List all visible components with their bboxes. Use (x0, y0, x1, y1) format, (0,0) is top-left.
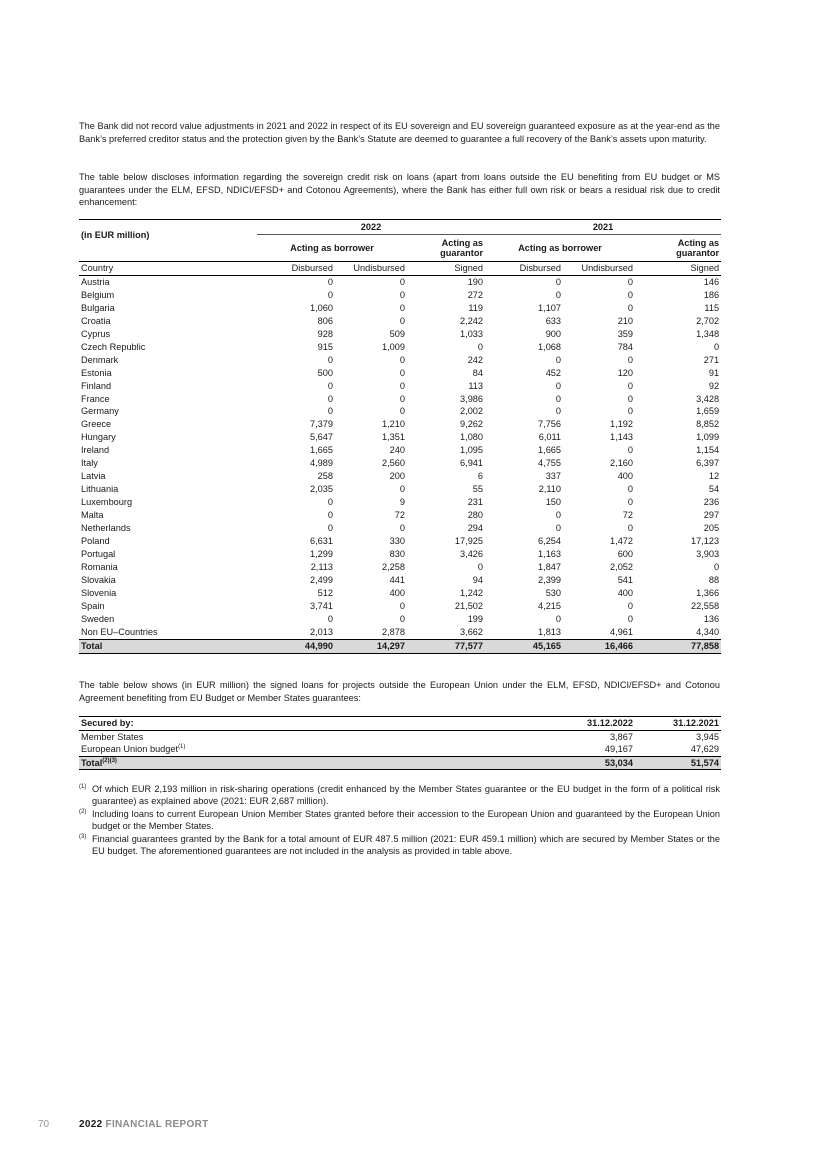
value-cell: 928 (317, 328, 333, 339)
sovereign-table-intro: The table below discloses information regarding the sovereign credit risk on loans (apart from loans outside the EU benefiting from EU budget or MS guarantees under the ELM, EFSD, NDICI/EFSD+ and Cotonou Agreements), where the Bank has either full own risk or bears a residual risk due to credit enhancement: (79, 172, 720, 208)
value-cell: 4,989 (310, 458, 333, 469)
table-row (79, 457, 721, 470)
country-cell: Sweden (81, 613, 115, 624)
value-cell: 2,258 (382, 561, 405, 572)
country-cell: Slovenia (81, 587, 117, 598)
value-cell: 88 (708, 574, 720, 585)
value-cell: 330 (389, 536, 405, 547)
value-cell: 3,741 (310, 600, 333, 611)
secured-col-2021: 31.12.2021 (635, 717, 721, 731)
value-cell: 2,878 (382, 626, 405, 637)
value-cell: 0 (399, 367, 405, 378)
value-cell: 2,110 (538, 484, 562, 495)
value-cell: 0 (399, 302, 405, 313)
country-cell: Croatia (81, 315, 111, 326)
country-cell: Austria (81, 276, 110, 287)
country-cell: Denmark (81, 354, 119, 365)
secured-row-label: Member States (81, 731, 144, 742)
col-disbursed-2022: Disbursed (257, 262, 335, 276)
col-signed-2022: Signed (407, 262, 485, 276)
sovereign-credit-risk-table (79, 219, 721, 654)
value-cell: 2,013 (310, 626, 333, 637)
value-cell: 17,925 (454, 536, 484, 547)
value-cell: 272 (467, 289, 484, 300)
country-cell: Estonia (81, 367, 112, 378)
value-cell: 9,262 (460, 419, 484, 430)
table-row (79, 613, 721, 626)
footnote-2 (79, 808, 720, 833)
value-cell: 1,192 (610, 419, 634, 430)
table-row (79, 522, 721, 535)
value-cell: 0 (477, 341, 484, 352)
sovereign-table-body (79, 275, 721, 639)
borrower-group-2021: Acting as borrower (485, 235, 635, 262)
total-undisbursed-2021: 16,466 (563, 639, 635, 653)
table-row (79, 302, 721, 315)
value-cell: 0 (555, 510, 562, 521)
table-row (79, 483, 721, 496)
country-cell: Slovakia (81, 574, 116, 585)
value-cell: 784 (617, 341, 634, 352)
column-header-row (79, 262, 721, 276)
table-row (79, 289, 721, 302)
secured-value-2021: 3,945 (696, 731, 719, 742)
value-cell: 0 (713, 341, 720, 352)
value-cell: 0 (477, 561, 484, 572)
value-cell: 0 (627, 380, 634, 391)
value-cell: 271 (703, 354, 720, 365)
value-cell: 1,068 (538, 341, 562, 352)
col-country: Country (79, 262, 257, 276)
value-cell: 0 (627, 406, 634, 417)
value-cell: 1,143 (610, 432, 634, 443)
value-cell: 0 (327, 380, 333, 391)
value-cell: 500 (317, 367, 333, 378)
value-cell: 6,254 (538, 536, 562, 547)
report-year: 2022 (79, 1119, 103, 1130)
value-cell: 400 (389, 587, 405, 598)
value-cell: 3,426 (460, 548, 484, 559)
value-cell: 1,095 (460, 445, 484, 456)
value-cell: 1,366 (696, 587, 720, 598)
value-cell: 3,662 (460, 626, 484, 637)
value-cell: 0 (627, 523, 634, 534)
value-cell: 0 (627, 393, 634, 404)
unit-label-text: (in EUR million) (81, 229, 150, 240)
table-row (79, 470, 721, 483)
value-cell: 0 (399, 289, 405, 300)
country-cell: Poland (81, 536, 110, 547)
value-cell: 6 (477, 471, 484, 482)
value-cell: 1,665 (310, 445, 333, 456)
secured-row-eu-budget (79, 743, 721, 756)
value-cell: 1,847 (538, 561, 562, 572)
value-cell: 0 (327, 393, 333, 404)
value-cell: 0 (399, 600, 405, 611)
table-row (79, 587, 721, 600)
country-cell: Spain (81, 600, 105, 611)
value-cell: 0 (399, 613, 405, 624)
country-cell: Luxembourg (81, 497, 133, 508)
country-cell: Malta (81, 510, 104, 521)
total-undisbursed-2022: 14,297 (335, 639, 407, 653)
value-cell: 4,340 (696, 626, 720, 637)
footnote-1 (79, 783, 720, 808)
value-cell: 900 (545, 328, 562, 339)
secured-row-label: European Union budget (81, 744, 179, 755)
country-cell: Greece (81, 419, 112, 430)
total-label: Total (79, 639, 257, 653)
country-cell: France (81, 393, 110, 404)
value-cell: 205 (703, 523, 720, 534)
secured-header-row (79, 717, 721, 731)
table-row (79, 496, 721, 509)
value-cell: 830 (389, 548, 405, 559)
value-cell: 915 (317, 341, 333, 352)
footnote-marker: (1) (79, 784, 87, 790)
country-cell: Italy (81, 458, 98, 469)
footnote-text: Of which EUR 2,193 million in risk-sharing operations (credit enhanced by the Member States guarantee or the EU budget in the form of a political risk guarantee) as explained above (2021: EUR 2,687 million). (92, 784, 720, 807)
country-cell: Latvia (81, 471, 106, 482)
page-number: 70 (38, 1119, 50, 1130)
value-cell: 2,560 (382, 458, 405, 469)
col-undisbursed-2022: Undisbursed (335, 262, 407, 276)
value-cell: 1,348 (696, 328, 720, 339)
table-row (79, 341, 721, 354)
table-row (79, 600, 721, 613)
year-header-row (79, 220, 721, 235)
value-cell: 8,852 (696, 419, 720, 430)
value-cell: 337 (545, 471, 562, 482)
value-cell: 1,009 (382, 341, 405, 352)
value-cell: 2,499 (310, 574, 333, 585)
value-cell: 210 (617, 315, 634, 326)
value-cell: 541 (617, 574, 634, 585)
value-cell: 297 (703, 510, 720, 521)
value-cell: 55 (472, 484, 484, 495)
page-footer (38, 1119, 209, 1130)
value-cell: 199 (467, 613, 484, 624)
secured-total-2021: 51,574 (635, 756, 721, 770)
country-cell: Romania (81, 561, 118, 572)
value-cell: 452 (545, 367, 562, 378)
value-cell: 0 (627, 354, 634, 365)
table-row (79, 509, 721, 522)
value-cell: 0 (627, 276, 634, 287)
value-cell: 2,399 (538, 574, 562, 585)
country-cell: Non EU–Countries (81, 626, 158, 637)
value-cell: 1,299 (310, 548, 333, 559)
value-cell: 1,099 (696, 432, 720, 443)
value-cell: 236 (703, 497, 720, 508)
value-cell: 0 (327, 354, 333, 365)
guarantor-group-2022: Acting as guarantor (407, 235, 485, 262)
value-cell: 17,123 (690, 536, 720, 547)
value-cell: 2,160 (610, 458, 634, 469)
value-cell: 54 (708, 484, 720, 495)
value-cell: 530 (545, 587, 562, 598)
value-cell: 633 (545, 315, 562, 326)
country-cell: Germany (81, 406, 119, 417)
value-cell: 0 (327, 510, 333, 521)
value-cell: 0 (555, 276, 562, 287)
secured-value-2022: 49,167 (604, 744, 633, 755)
value-cell: 0 (627, 289, 634, 300)
value-cell: 72 (394, 510, 405, 521)
value-cell: 240 (389, 445, 405, 456)
table-row (79, 626, 721, 639)
value-cell: 0 (399, 380, 405, 391)
value-cell: 0 (555, 406, 562, 417)
value-cell: 0 (399, 315, 405, 326)
value-cell: 190 (467, 276, 484, 287)
value-cell: 1,080 (460, 432, 484, 443)
footnote-marker: (3) (79, 833, 87, 840)
value-cell: 5,647 (310, 432, 333, 443)
value-cell: 115 (704, 302, 720, 313)
value-cell: 1,665 (538, 445, 562, 456)
secured-table-intro: The table below shows (in EUR million) the signed loans for projects outside the European Union under the ELM, EFSD, NDICI/EFSD+ and Cotonou Agreement benefiting from EU Budget or Member States guarantees: (79, 680, 720, 703)
value-cell: 92 (708, 380, 720, 391)
secured-by-label: Secured by: (79, 717, 549, 731)
value-cell: 0 (555, 613, 562, 624)
value-cell: 400 (617, 471, 634, 482)
value-cell: 294 (467, 523, 484, 534)
year-2022-header: 2022 (257, 220, 485, 235)
table-row (79, 418, 721, 431)
value-cell: 2,052 (610, 561, 634, 572)
value-cell: 806 (317, 315, 333, 326)
value-cell: 0 (627, 445, 634, 456)
table-row (79, 367, 721, 380)
value-cell: 3,986 (460, 393, 484, 404)
secured-row-member-states (79, 730, 721, 743)
value-cell: 0 (399, 354, 405, 365)
sovereign-total-row (79, 639, 721, 653)
value-cell: 22,558 (690, 600, 720, 611)
value-cell: 4,755 (538, 458, 562, 469)
value-cell: 6,011 (538, 432, 562, 443)
value-cell: 0 (399, 406, 405, 417)
value-cell: 113 (468, 380, 484, 391)
total-disbursed-2021: 45,165 (485, 639, 563, 653)
country-cell: Belgium (81, 289, 115, 300)
value-cell: 0 (627, 613, 634, 624)
value-cell: 0 (627, 497, 634, 508)
value-cell: 3,903 (696, 548, 720, 559)
value-cell: 12 (708, 471, 720, 482)
value-cell: 3,428 (696, 393, 720, 404)
value-cell: 441 (389, 574, 405, 585)
value-cell: 6,631 (310, 536, 333, 547)
value-cell: 0 (555, 289, 562, 300)
table-row (79, 535, 721, 548)
country-cell: Finland (81, 380, 112, 391)
value-cell: 1,813 (538, 626, 562, 637)
secured-value-2022: 3,867 (610, 731, 633, 742)
secured-by-table (79, 716, 721, 770)
borrower-group-2022: Acting as borrower (257, 235, 407, 262)
footnote-marker: (2) (79, 808, 87, 815)
table-row (79, 548, 721, 561)
value-cell: 0 (399, 393, 405, 404)
guarantor-group-2021: Acting as guarantor (635, 235, 721, 262)
secured-total-label: Total (81, 757, 103, 768)
total-signed-2021: 77,858 (635, 639, 721, 653)
value-cell: 0 (555, 523, 562, 534)
value-cell: 146 (703, 276, 720, 287)
table-row (79, 315, 721, 328)
intro-paragraph: The Bank did not record value adjustments in 2021 and 2022 in respect of its EU sovereign and EU sovereign guaranteed exposure as at the year-end as the Bank’s preferred creditor status and the protection given by the Bank’s Statute are deemed to guarantee a full recovery of the Bank’s assets upon maturity. (79, 121, 720, 144)
value-cell: 7,756 (538, 419, 562, 430)
value-cell: 1,351 (382, 432, 405, 443)
report-title-text: FINANCIAL REPORT (105, 1119, 209, 1130)
value-cell: 4,961 (610, 626, 634, 637)
table-row (79, 574, 721, 587)
value-cell: 0 (399, 484, 405, 495)
footnotes (79, 783, 720, 857)
value-cell: 512 (317, 587, 333, 598)
value-cell: 120 (617, 367, 634, 378)
value-cell: 0 (327, 406, 333, 417)
secured-total-2022: 53,034 (549, 756, 635, 770)
total-signed-2022: 77,577 (407, 639, 485, 653)
group-header-row (79, 235, 721, 262)
value-cell: 242 (467, 354, 484, 365)
value-cell: 1,154 (696, 445, 720, 456)
country-cell: Netherlands (81, 523, 131, 534)
value-cell: 0 (327, 276, 333, 287)
value-cell: 9 (399, 497, 405, 508)
value-cell: 1,210 (382, 419, 405, 430)
value-cell: 6,941 (460, 458, 484, 469)
table-row (79, 328, 721, 341)
footnote-3 (79, 833, 720, 858)
value-cell: 150 (545, 497, 562, 508)
value-cell: 400 (617, 587, 634, 598)
value-cell: 0 (627, 484, 634, 495)
value-cell: 7,379 (310, 419, 333, 430)
value-cell: 0 (555, 354, 562, 365)
year-2021-header: 2021 (485, 220, 721, 235)
value-cell: 600 (617, 548, 634, 559)
value-cell: 2,035 (310, 484, 333, 495)
value-cell: 1,060 (310, 302, 333, 313)
value-cell: 1,107 (538, 302, 562, 313)
value-cell: 1,659 (696, 406, 720, 417)
table-row (79, 431, 721, 444)
footnote-text: Financial guarantees granted by the Bank for a total amount of EUR 487.5 million (2021: EUR 459.1 million) which are secured by Member States or the EU budget. The aforementioned guarantees are not included in the analysis as provided in table above. (92, 833, 720, 857)
value-cell: 280 (467, 510, 484, 521)
value-cell: 258 (317, 471, 333, 482)
country-cell: Hungary (81, 432, 116, 443)
col-disbursed-2021: Disbursed (485, 262, 563, 276)
value-cell: 231 (467, 497, 484, 508)
value-cell: 0 (327, 613, 333, 624)
value-cell: 0 (627, 302, 634, 313)
country-cell: Ireland (81, 445, 110, 456)
country-cell: Bulgaria (81, 302, 115, 313)
total-disbursed-2022: 44,990 (257, 639, 335, 653)
value-cell: 2,702 (696, 315, 720, 326)
value-cell: 6,397 (696, 458, 720, 469)
value-cell: 21,502 (454, 600, 484, 611)
table-row (79, 393, 721, 406)
value-cell: 0 (713, 561, 720, 572)
table-row (79, 405, 721, 418)
footnote-text: Including loans to current European Union Member States granted before their accession to the European Union and guaranteed by the European Union budget or the Member States. (92, 808, 720, 832)
country-cell: Portugal (81, 548, 116, 559)
value-cell: 200 (389, 471, 405, 482)
value-cell: 186 (703, 289, 720, 300)
value-cell: 1,242 (460, 587, 484, 598)
value-cell: 0 (627, 600, 634, 611)
value-cell: 0 (327, 289, 333, 300)
value-cell: 2,242 (460, 315, 484, 326)
value-cell: 4,215 (538, 600, 562, 611)
value-cell: 1,163 (538, 548, 562, 559)
footnote-ref: (1) (178, 744, 186, 751)
country-cell: Lithuania (81, 484, 119, 495)
value-cell: 0 (399, 276, 405, 287)
value-cell: 2,113 (310, 561, 333, 572)
value-cell: 2,002 (460, 406, 484, 417)
value-cell: 0 (399, 523, 405, 534)
value-cell: 359 (617, 328, 634, 339)
country-cell: Cyprus (81, 328, 111, 339)
value-cell: 0 (555, 380, 562, 391)
value-cell: 1,033 (460, 328, 484, 339)
col-undisbursed-2021: Undisbursed (563, 262, 635, 276)
value-cell: 136 (703, 613, 720, 624)
table-row (79, 380, 721, 393)
table-row (79, 354, 721, 367)
col-signed-2021: Signed (635, 262, 721, 276)
value-cell: 91 (708, 367, 720, 378)
value-cell: 0 (327, 497, 333, 508)
value-cell: 94 (472, 574, 484, 585)
secured-total-row (79, 756, 721, 770)
value-cell: 0 (555, 393, 562, 404)
secured-col-2022: 31.12.2022 (549, 717, 635, 731)
value-cell: 1,472 (610, 536, 634, 547)
value-cell: 72 (622, 510, 634, 521)
report-title (79, 1119, 209, 1130)
table-row (79, 275, 721, 288)
table-row (79, 444, 721, 457)
table-row (79, 561, 721, 574)
value-cell: 119 (468, 302, 484, 313)
secured-value-2021: 47,629 (690, 744, 719, 755)
value-cell: 0 (327, 523, 333, 534)
country-cell: Czech Republic (81, 341, 146, 352)
value-cell: 84 (472, 367, 484, 378)
footnote-ref: (2)(3) (102, 757, 117, 764)
value-cell: 509 (389, 328, 405, 339)
